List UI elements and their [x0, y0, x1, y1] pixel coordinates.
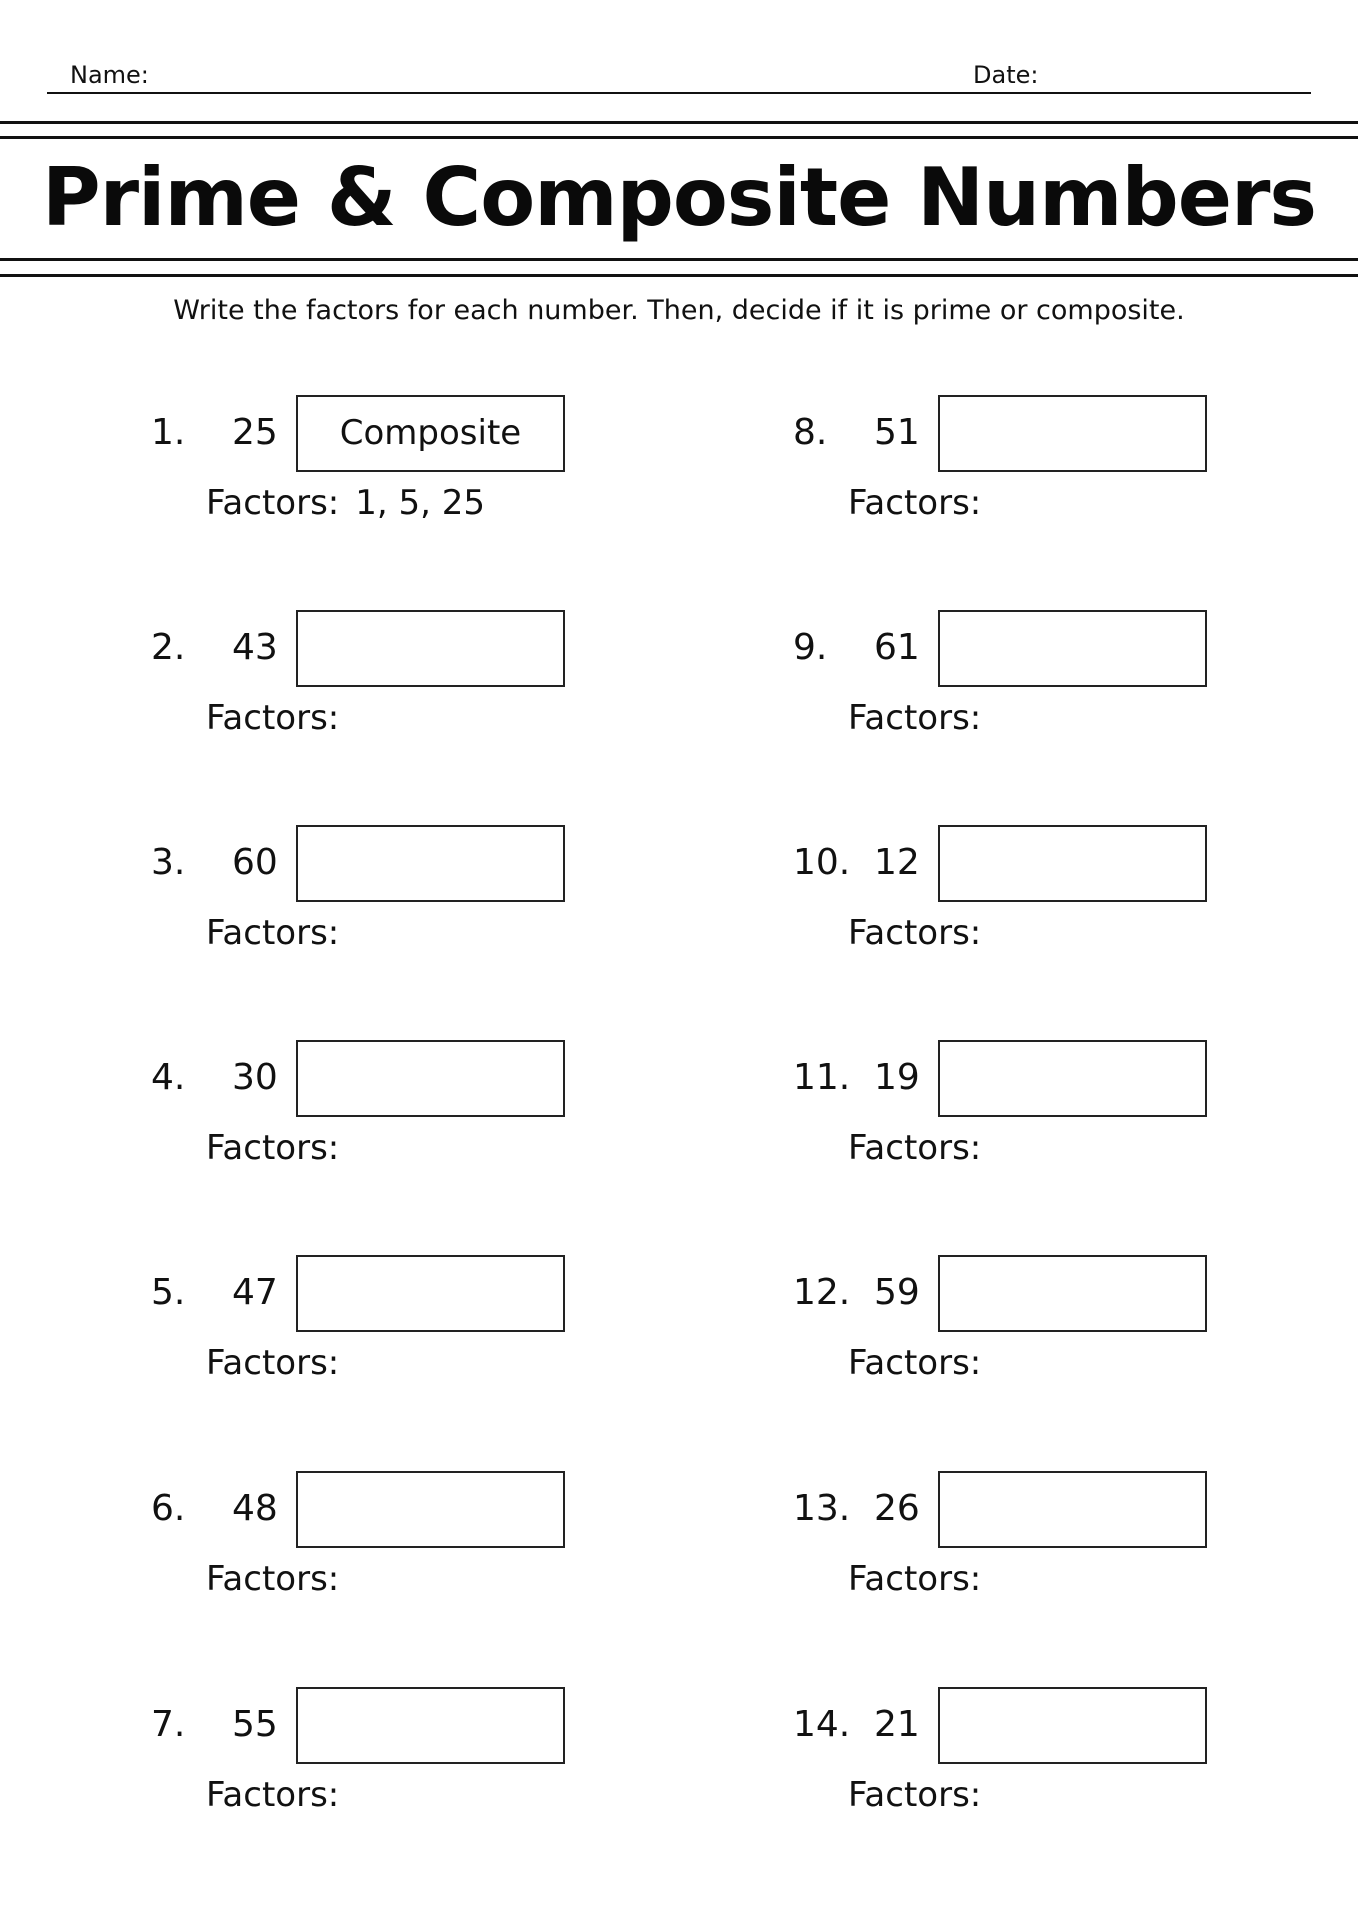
factors-label: Factors:	[206, 913, 340, 953]
problem-number: 6.	[151, 1488, 186, 1529]
answer-box[interactable]	[938, 825, 1207, 902]
answer-box[interactable]	[938, 1040, 1207, 1117]
factors-label: Factors:	[848, 483, 982, 523]
answer-box[interactable]	[296, 610, 565, 687]
problem-number: 4.	[151, 1057, 186, 1098]
factors-row	[206, 1128, 355, 1168]
problem-item	[793, 825, 1333, 985]
answer-box[interactable]: Composite	[296, 395, 565, 472]
problem-value: 61	[874, 627, 920, 668]
problem-item	[151, 1255, 691, 1415]
answer-box[interactable]	[938, 1255, 1207, 1332]
problem-number: 13.	[793, 1488, 851, 1529]
problem-value: 47	[232, 1272, 278, 1313]
factors-label: Factors:	[848, 1775, 982, 1815]
problem-item	[793, 395, 1333, 555]
title-rule-bottom-inner	[0, 258, 1358, 261]
name-label: Name:	[70, 61, 149, 89]
problem-value: 12	[874, 842, 920, 883]
answer-box[interactable]	[296, 1687, 565, 1764]
factors-row	[848, 483, 997, 523]
problem-item	[793, 1255, 1333, 1415]
problem-number: 7.	[151, 1704, 186, 1745]
factors-row	[848, 1559, 997, 1599]
factors-row	[848, 1343, 997, 1383]
factors-label: Factors:	[206, 1559, 340, 1599]
factors-label: Factors:	[848, 913, 982, 953]
factors-label: Factors:	[206, 1128, 340, 1168]
name-date-line[interactable]	[47, 92, 1311, 94]
page-title: Prime & Composite Numbers	[41, 151, 1317, 244]
problem-value: 51	[874, 412, 920, 453]
problem-number: 10.	[793, 842, 851, 883]
problem-value: 25	[232, 412, 278, 453]
factors-label: Factors:	[206, 1343, 340, 1383]
problem-number: 5.	[151, 1272, 186, 1313]
factors-label: Factors:	[848, 1343, 982, 1383]
problem-number: 12.	[793, 1272, 851, 1313]
problem-item	[151, 610, 691, 770]
factors-row	[848, 1128, 997, 1168]
problem-value: 21	[874, 1704, 920, 1745]
factors-label: Factors:	[206, 1775, 340, 1815]
factors-label: Factors:	[848, 1128, 982, 1168]
answer-box[interactable]	[296, 825, 565, 902]
problem-item	[151, 1471, 691, 1631]
problem-item	[793, 1687, 1333, 1847]
factors-answer[interactable]: 1, 5, 25	[355, 483, 486, 523]
instructions: Write the factors for each number. Then, decide if it is prime or composite.	[173, 295, 1185, 326]
answer-box[interactable]	[296, 1040, 565, 1117]
problem-item	[151, 1040, 691, 1200]
problem-item	[151, 825, 691, 985]
factors-label: Factors:	[848, 1559, 982, 1599]
answer-box[interactable]	[938, 610, 1207, 687]
problem-value: 30	[232, 1057, 278, 1098]
answer-box[interactable]	[938, 395, 1207, 472]
problem-item	[793, 1471, 1333, 1631]
factors-row	[848, 913, 997, 953]
problem-value: 43	[232, 627, 278, 668]
problem-value: 26	[874, 1488, 920, 1529]
problem-number: 11.	[793, 1057, 851, 1098]
factors-label: Factors:	[206, 483, 340, 523]
problem-number: 3.	[151, 842, 186, 883]
problem-number: 9.	[793, 627, 828, 668]
factors-label: Factors:	[848, 698, 982, 738]
problem-item	[793, 1040, 1333, 1200]
factors-row	[848, 698, 997, 738]
answer-box[interactable]	[938, 1471, 1207, 1548]
answer-box[interactable]	[296, 1471, 565, 1548]
factors-row	[206, 913, 355, 953]
problem-number: 14.	[793, 1704, 851, 1745]
problem-value: 55	[232, 1704, 278, 1745]
title-rule-top-outer	[0, 121, 1358, 124]
factors-row	[206, 1559, 355, 1599]
date-label: Date:	[973, 61, 1039, 89]
factors-row	[206, 483, 485, 523]
title-rule-top-inner	[0, 136, 1358, 139]
problem-item	[793, 610, 1333, 770]
factors-row	[206, 698, 355, 738]
problem-value: 48	[232, 1488, 278, 1529]
factors-row	[848, 1775, 997, 1815]
answer-box[interactable]	[296, 1255, 565, 1332]
problem-number: 8.	[793, 412, 828, 453]
problem-item	[151, 1687, 691, 1847]
problem-item	[151, 395, 691, 555]
problem-number: 1.	[151, 412, 186, 453]
factors-row	[206, 1343, 355, 1383]
problem-number: 2.	[151, 627, 186, 668]
answer-box[interactable]	[938, 1687, 1207, 1764]
problem-value: 19	[874, 1057, 920, 1098]
problem-value: 59	[874, 1272, 920, 1313]
factors-row	[206, 1775, 355, 1815]
factors-label: Factors:	[206, 698, 340, 738]
problem-value: 60	[232, 842, 278, 883]
title-rule-bottom-outer	[0, 274, 1358, 277]
